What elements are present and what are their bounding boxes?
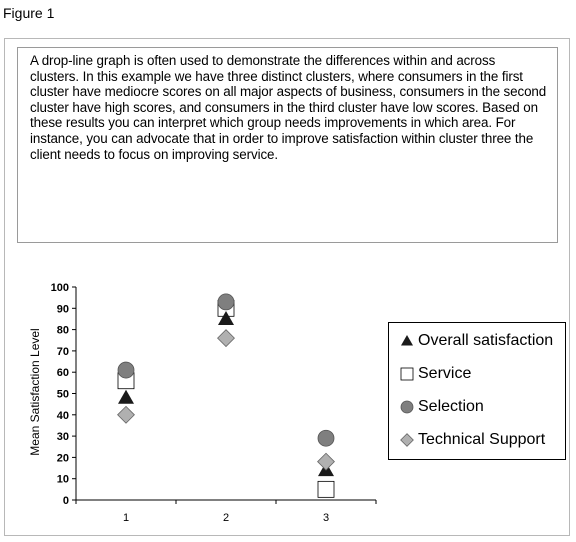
legend-marker xyxy=(401,368,413,380)
data-point-diamond xyxy=(118,406,135,423)
data-point-square xyxy=(318,481,334,497)
y-tick-label: 80 xyxy=(56,324,69,337)
y-tick-label: 10 xyxy=(56,473,69,486)
data-point-diamond xyxy=(318,453,335,470)
y-tick-label: 70 xyxy=(56,345,69,358)
y-tick-label: 50 xyxy=(56,388,69,401)
legend-label: Overall satisfaction xyxy=(418,332,554,349)
legend-marker xyxy=(401,401,413,413)
data-point-diamond xyxy=(218,330,235,347)
legend-label: Selection xyxy=(418,398,484,415)
y-axis-label: Mean Satisfaction Level xyxy=(28,328,42,456)
figure-label: Figure 1 xyxy=(3,5,55,21)
y-tick-label: 0 xyxy=(62,495,69,507)
y-tick-label: 100 xyxy=(50,282,69,294)
data-point-triangle xyxy=(118,390,134,404)
legend-item xyxy=(399,362,471,386)
y-tick-label: 20 xyxy=(56,452,69,465)
legend-item xyxy=(399,428,545,452)
legend xyxy=(388,322,566,460)
y-tick-label: 40 xyxy=(56,409,69,422)
data-point-circle xyxy=(118,362,134,378)
legend-item xyxy=(399,395,484,419)
legend-marker xyxy=(401,434,414,447)
legend-label: Service xyxy=(418,365,472,382)
legend-marker-triangle-icon xyxy=(399,333,415,349)
legend-item xyxy=(399,329,553,353)
x-tick-label: 1 xyxy=(122,512,130,524)
legend-label: Technical Support xyxy=(418,431,546,448)
legend-marker xyxy=(401,335,413,346)
description-text: A drop-line graph is often used to demonstrate the differences within and across clusters. In this example we have three distinct clusters, where consumers in the first cluster have mediocre scores on all major aspects of business, consumers in the second cluster have high scores, and consumers in the third cluster have low scores. Based on these results you can interpret which group needs improvements in which area. For instance, you can advocate that in order to improve satisfaction within cluster three the client needs to focus on improving service. xyxy=(30,53,547,162)
legend-marker-square-icon xyxy=(399,366,415,382)
x-tick-label: 3 xyxy=(322,512,330,524)
data-point-circle xyxy=(318,430,334,446)
y-tick-label: 60 xyxy=(56,367,69,380)
x-tick-label: 2 xyxy=(222,512,230,524)
legend-marker-circle-icon xyxy=(399,399,415,415)
data-point-circle xyxy=(218,294,234,310)
y-tick-label: 90 xyxy=(56,303,69,316)
legend-marker-diamond-icon xyxy=(399,432,415,448)
y-tick-label: 30 xyxy=(56,431,69,444)
